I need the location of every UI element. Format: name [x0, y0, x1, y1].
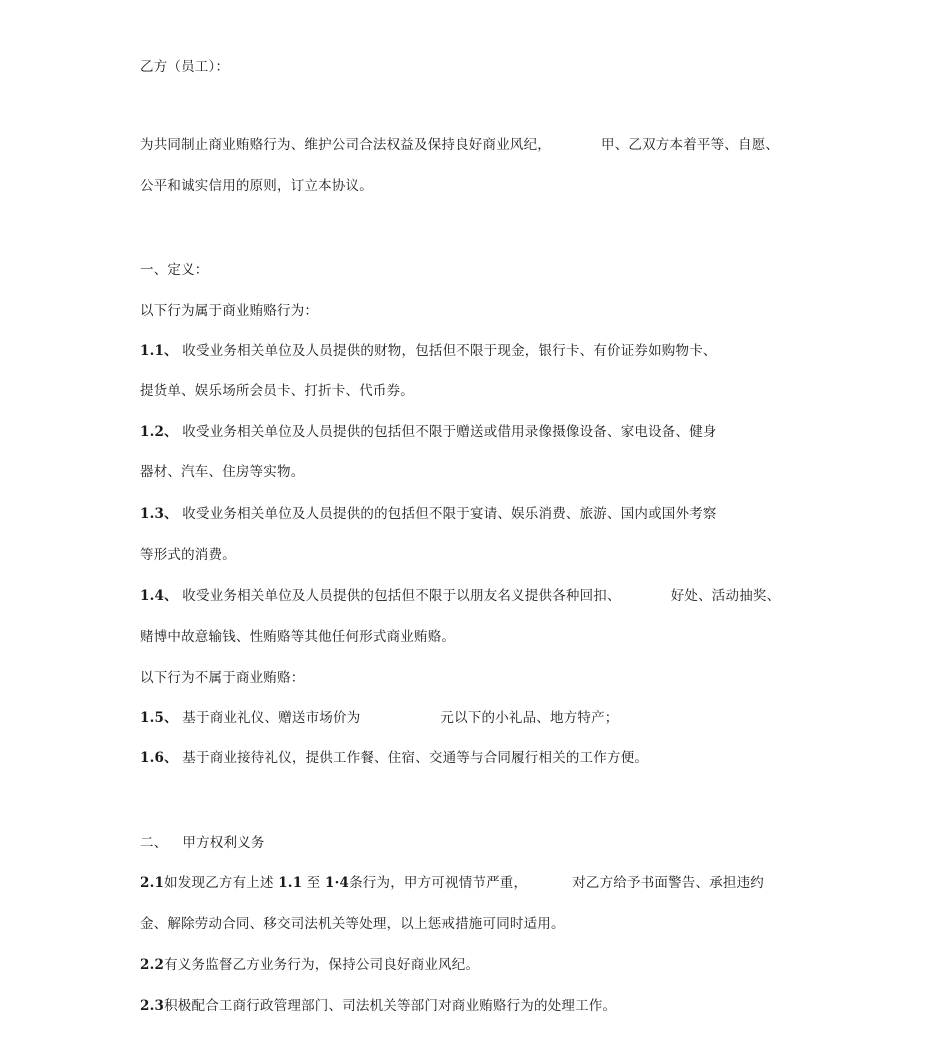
clause-2-1 [140, 874, 764, 892]
clause-text: 有义务监督乙方业务行为，保持公司良好商业风纪。 [164, 957, 480, 973]
section-2-heading [140, 834, 265, 852]
clause-number: 1.5、 [140, 710, 178, 726]
clause-1-6 [140, 749, 648, 767]
belongs-intro: 以下行为属于商业贿赂行为： [140, 303, 319, 319]
clause-1-2-cont: 器材、汽车、住房等实物。 [140, 464, 305, 480]
clause-number: 1.4、 [140, 588, 178, 604]
clause-2-2 [140, 956, 479, 974]
clause-1-1 [140, 342, 717, 360]
clause-text: 收受业务相关单位及人员提供的的包括但不限于宴请、娱乐消费、旅游、国内或国外考察 [182, 506, 717, 522]
clause-ref-1: 1.1 [278, 875, 303, 891]
clause-text-b: 好处、活动抽奖、 [670, 588, 781, 604]
clause-text-c: 对乙方给予书面警告、承担违约 [572, 875, 765, 891]
clause-text: 积极配合工商行政管理部门、司法机关等部门对商业贿赂行为的处理工作。 [164, 998, 617, 1014]
clause-text-b: 条行为，甲方可视情节严重， [349, 875, 528, 891]
clause-text-a: 基于商业礼仪、赠送市场价为 [182, 710, 361, 726]
clause-text-b: 元以下的小礼品、地方特产； [440, 710, 619, 726]
clause-ref-2: 1·4 [325, 875, 350, 891]
not-belongs-intro: 以下行为不属于商业贿赂： [140, 670, 305, 686]
clause-1-2 [140, 423, 717, 441]
clause-number: 2.2 [140, 957, 165, 973]
clause-text: 基于商业接待礼仪，提供工作餐、住宿、交通等与合同履行相关的工作方便。 [182, 750, 649, 766]
clause-number: 2.3 [140, 998, 165, 1014]
clause-number: 1.3、 [140, 506, 178, 522]
clause-number: 1.1、 [140, 343, 178, 359]
section-number: 二、 [140, 835, 168, 851]
party-b-label: 乙方（员工）： [140, 59, 230, 75]
intro-text-b: 甲、乙双方本着平等、自愿、 [601, 137, 780, 153]
intro-text-a: 为共同制止商业贿赂行为、维护公司合法权益及保持良好商业风纪， [140, 137, 551, 153]
clause-1-4-cont: 赌博中故意输钱、性贿赂等其他任何形式商业贿赂。 [140, 629, 456, 645]
clause-2-3 [140, 997, 616, 1015]
clause-2-1-cont: 金、解除劳动合同、移交司法机关等处理，以上惩戒措施可同时适用。 [140, 916, 565, 932]
clause-number: 1.2、 [140, 424, 178, 440]
clause-text: 收受业务相关单位及人员提供的包括但不限于赠送或借用录像摄像设备、家电设备、健身 [182, 424, 717, 440]
section-1-heading: 一、定义： [140, 262, 209, 278]
clause-text-mid: 至 [306, 875, 321, 891]
intro-paragraph-line-2: 公平和诚实信用的原则，订立本协议。 [140, 178, 373, 194]
clause-number: 2.1 [140, 875, 165, 891]
clause-1-4 [140, 587, 780, 605]
clause-1-5 [140, 709, 619, 727]
section-title: 甲方权利义务 [182, 835, 265, 851]
clause-1-3-cont: 等形式的消费。 [140, 547, 236, 563]
clause-1-1-cont: 提货单、娱乐场所会员卡、打折卡、代币券。 [140, 383, 414, 399]
clause-text-a: 如发现乙方有上述 [164, 875, 274, 891]
clause-text-a: 收受业务相关单位及人员提供的包括但不限于以朋友名义提供各种回扣、 [182, 588, 621, 604]
intro-paragraph-line-1 [140, 136, 779, 154]
clause-text: 收受业务相关单位及人员提供的财物，包括但不限于现金，银行卡、有价证券如购物卡、 [182, 343, 717, 359]
clause-number: 1.6、 [140, 750, 178, 766]
clause-1-3 [140, 505, 717, 523]
